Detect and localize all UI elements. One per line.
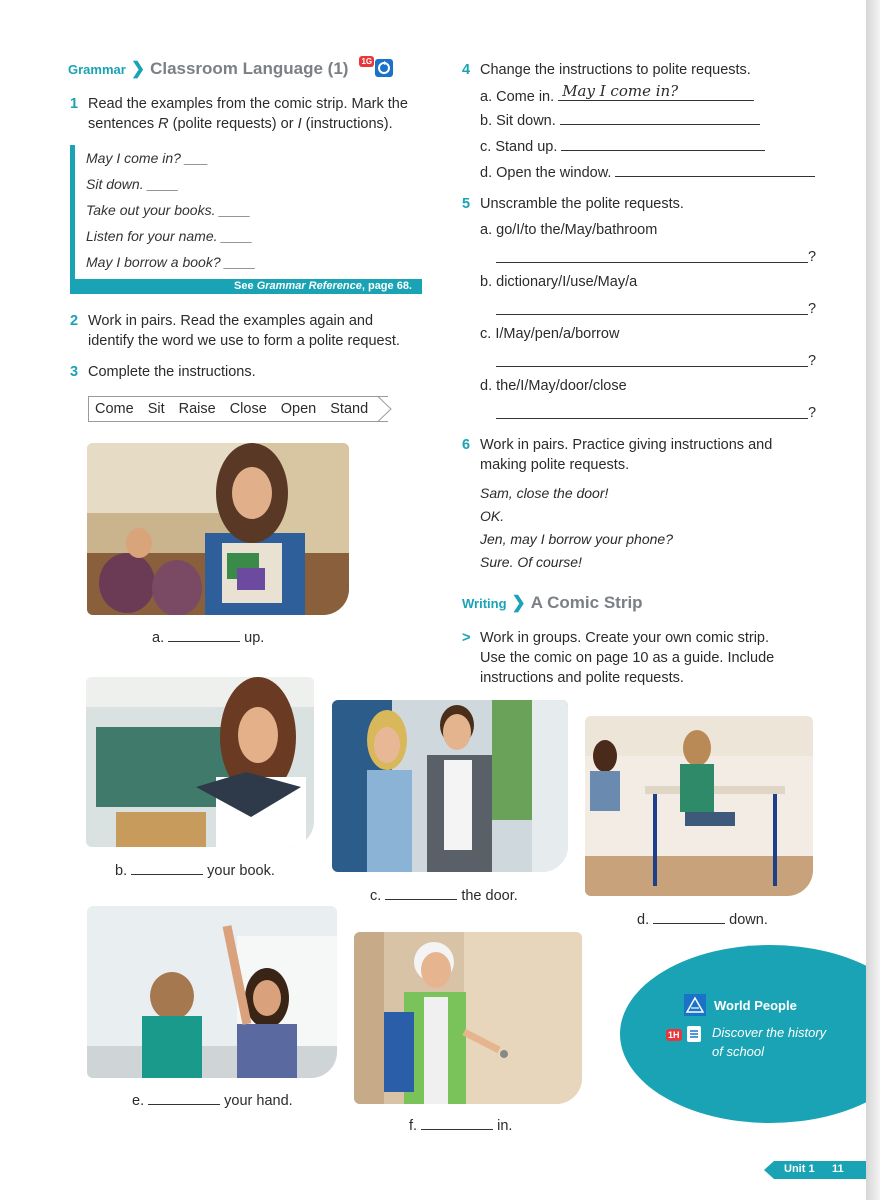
answer-blank[interactable] — [148, 1091, 220, 1105]
answer-blank[interactable] — [385, 886, 457, 900]
caption-letter: c. — [370, 888, 382, 904]
building-icon — [684, 994, 706, 1016]
word-bank-item: Raise — [178, 401, 216, 417]
example-sentence: Sit down. ____ — [86, 176, 179, 192]
photo-f-boy-at-door — [354, 932, 582, 1104]
reference-text: Grammar Reference — [256, 280, 362, 292]
caption-e — [132, 1091, 293, 1109]
section-title: Classroom Language (1) — [150, 59, 349, 78]
exercise-number: 6 — [462, 437, 471, 453]
exercise-5-item-c — [480, 324, 619, 344]
item-text: Stand up. — [495, 139, 558, 155]
caption-d — [637, 910, 768, 928]
example-sentence: Take out your books. ____ — [86, 202, 251, 218]
word-bank — [88, 396, 388, 422]
dialogue-line: Jen, may I borrow your phone? — [480, 531, 673, 547]
exercise-number: 2 — [70, 313, 79, 329]
writing-section-header — [462, 593, 643, 613]
photo-d-student-sitting — [585, 716, 813, 896]
word-bank-item: Come — [95, 401, 134, 417]
answer-blank[interactable] — [421, 1116, 493, 1130]
chevron-right-icon: ❯ — [130, 59, 146, 78]
caption-text: down. — [729, 912, 768, 928]
question-mark: ? — [808, 249, 817, 265]
question-mark: ? — [808, 353, 817, 369]
exercise-number: 1 — [70, 96, 79, 112]
exercise-2 — [70, 311, 420, 351]
example-sentences — [86, 150, 406, 280]
caption-a — [152, 628, 264, 646]
item-letter: c. — [480, 139, 492, 155]
photo-c-students-at-door — [332, 700, 568, 872]
world-people-title: World People — [714, 997, 797, 1013]
document-icon — [686, 1025, 702, 1043]
photo-a-student-standing — [87, 443, 349, 615]
example-sentence: May I come in? ___ — [86, 150, 209, 166]
answer-line[interactable] — [558, 82, 754, 101]
description-line: of school — [712, 1044, 765, 1059]
writing-label: Writing — [462, 595, 507, 611]
track-number-badge: 1G — [361, 57, 373, 66]
item-letter: b. — [480, 113, 493, 129]
word-bank-arrow-edge — [378, 396, 392, 422]
exercise-2-instruction: Work in pairs. Read the examples again and identify the word we use to form a polite request. — [88, 313, 400, 349]
word-bank-item: Close — [229, 401, 267, 417]
exercise-5-instruction: Unscramble the polite requests. — [480, 196, 684, 212]
item-letter: d. — [480, 378, 493, 394]
exercise-4-item-c — [480, 137, 765, 157]
footer-tab-shape — [764, 1161, 866, 1179]
exercise-4-item-b — [480, 111, 760, 131]
caption-text: in. — [497, 1118, 513, 1134]
example-box-bar — [70, 145, 75, 285]
instruction-text: (polite requests) or — [172, 116, 294, 132]
answer-line[interactable] — [561, 137, 765, 151]
example-sentence: Listen for your name. ____ — [86, 228, 253, 244]
grammar-label: Grammar — [68, 61, 126, 77]
handwritten-answer: May I come in? — [562, 82, 679, 100]
answer-line[interactable] — [496, 247, 808, 263]
exercise-4-item-d — [480, 163, 815, 183]
exercise-6-instruction: Work in pairs. Practice giving instructions and making polite requests. — [480, 437, 773, 473]
caption-letter: a. — [152, 630, 165, 646]
audio-track-badge[interactable] — [359, 58, 395, 80]
exercise-3 — [70, 362, 420, 382]
exercise-5-item-b — [480, 272, 637, 292]
caption-letter: d. — [637, 912, 650, 928]
page-footer-tab — [764, 1161, 866, 1179]
page-edge-shadow — [866, 0, 880, 1200]
answer-line[interactable] — [560, 111, 760, 125]
i-marker: I — [297, 116, 302, 132]
exercise-number: 4 — [462, 62, 471, 78]
exercise-5-item-a — [480, 220, 657, 240]
exercise-1 — [70, 94, 420, 134]
section-title: A Comic Strip — [530, 593, 643, 612]
scrambled-words: dictionary/I/use/May/a — [496, 274, 638, 290]
item-letter: d. — [480, 165, 493, 181]
caption-letter: b. — [115, 863, 128, 879]
exercise-4 — [462, 60, 842, 80]
exercise-number: 5 — [462, 196, 471, 212]
caption-text: the door. — [461, 888, 518, 904]
answer-blank[interactable] — [168, 628, 240, 642]
writing-instruction: Work in groups. Create your own comic strip. Use the comic on page 10 as a guide. Include instructions and polite requests. — [480, 630, 775, 686]
question-mark: ? — [808, 405, 817, 421]
unit-label: Unit 1 — [784, 1163, 815, 1175]
photo-e-student-raising-hand — [87, 906, 337, 1078]
item-text: Sit down. — [496, 113, 556, 129]
item-text: Open the window. — [496, 165, 612, 181]
scrambled-words: the/I/May/door/close — [496, 378, 627, 394]
instruction-text: (instructions). — [305, 116, 393, 132]
answer-line[interactable] — [496, 403, 808, 419]
item-letter: b. — [480, 274, 493, 290]
grammar-section-header — [68, 58, 395, 80]
r-marker: R — [158, 116, 169, 132]
dialogue-line: Sam, close the door! — [480, 485, 609, 501]
exercise-3-instruction: Complete the instructions. — [88, 364, 256, 380]
item-letter: a. — [480, 89, 493, 105]
answer-line[interactable] — [615, 163, 815, 177]
writing-task — [462, 628, 792, 688]
caption-letter: e. — [132, 1093, 145, 1109]
exercise-6 — [462, 435, 792, 475]
caption-c — [370, 886, 518, 904]
answer-line[interactable] — [496, 351, 808, 367]
answer-line[interactable] — [496, 299, 808, 315]
answer-blank[interactable] — [131, 861, 203, 875]
answer-blank[interactable] — [653, 910, 725, 924]
caption-f — [409, 1116, 512, 1134]
chevron-right-icon: ❯ — [511, 593, 526, 612]
scrambled-words: go/I/to the/May/bathroom — [496, 222, 658, 238]
caption-text: up. — [244, 630, 265, 646]
exercise-5-item-d — [480, 376, 627, 396]
video-track-badge: 1H — [668, 1030, 680, 1041]
word-bank-item: Stand — [330, 401, 369, 417]
exercise-5 — [462, 194, 842, 214]
instruction-text: Read the examples from the comic strip. Mark the sentences — [88, 96, 408, 132]
question-mark: ? — [808, 301, 817, 317]
audio-recycle-icon — [375, 59, 393, 77]
reference-text: See — [234, 280, 257, 292]
dialogue-example — [480, 482, 673, 574]
item-text: Come in. — [496, 89, 555, 105]
word-bank-item: Sit — [147, 401, 165, 417]
dialogue-line: OK. — [480, 508, 505, 524]
video-badge-group[interactable] — [666, 1025, 702, 1043]
scrambled-words: I/May/pen/a/borrow — [495, 326, 620, 342]
item-letter: a. — [480, 222, 493, 238]
item-letter: c. — [480, 326, 492, 342]
exercise-1-instruction — [70, 94, 420, 134]
caption-text: your hand. — [224, 1093, 293, 1109]
dialogue-line: Sure. Of course! — [480, 554, 582, 570]
grammar-reference-bar[interactable] — [70, 279, 422, 294]
caption-letter: f. — [409, 1118, 418, 1134]
exercise-number: 3 — [70, 364, 79, 380]
exercise-4-item-a — [480, 82, 754, 107]
bullet-arrow-icon: > — [462, 630, 471, 646]
word-bank-item: Open — [280, 401, 317, 417]
description-line: Discover the history — [712, 1025, 827, 1040]
caption-text: your book. — [207, 863, 275, 879]
caption-b — [115, 861, 275, 879]
reference-text: , page 68. — [361, 280, 412, 292]
example-sentence: May I borrow a book? ____ — [86, 254, 256, 270]
photo-b-student-reading — [86, 677, 314, 847]
world-people-description — [712, 1023, 826, 1061]
page-number: 11 — [832, 1163, 844, 1175]
exercise-4-instruction: Change the instructions to polite requests. — [480, 62, 751, 78]
world-people-title-row — [684, 994, 797, 1016]
